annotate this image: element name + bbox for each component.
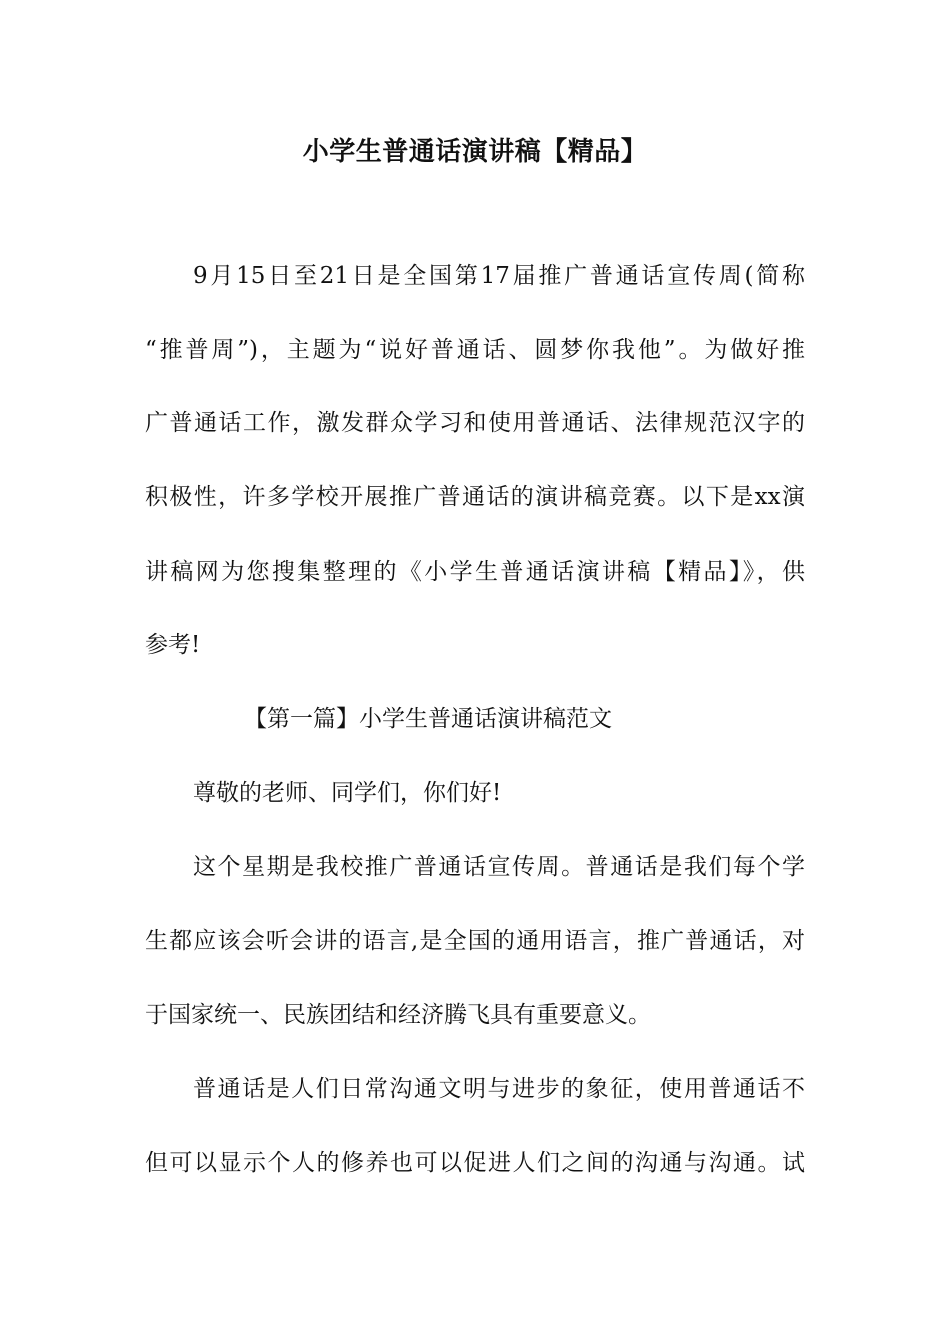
section-heading: 【第一篇】小学生普通话演讲稿范文 (244, 706, 612, 732)
paragraph1-line-3: 于国家统一、民族团结和经济腾飞具有重要意义。 (145, 1002, 651, 1028)
intro-line-1: 9月15日至21日是全国第17届推广普通话宣传周(简称 (193, 263, 805, 289)
greeting-line: 尊敬的老师、同学们，你们好! (193, 780, 502, 806)
paragraph2-line-1: 普通话是人们日常沟通文明与进步的象征，使用普通话不 (193, 1076, 805, 1102)
paragraph2-line-2: 但可以显示个人的修养也可以促进人们之间的沟通与沟通。试 (145, 1150, 805, 1176)
intro-line-2: “推普周”)，主题为“说好普通话、圆梦你我他”。为做好推 (145, 337, 805, 363)
intro-line-5: 讲稿网为您搜集整理的《小学生普通话演讲稿【精品】》，供 (145, 559, 805, 585)
intro-line-4: 积极性，许多学校开展推广普通话的演讲稿竞赛。以下是xx演 (145, 484, 805, 510)
document-title: 小学生普通话演讲稿【精品】 (302, 137, 648, 167)
paragraph1-line-1: 这个星期是我校推广普通话宣传周。普通话是我们每个学 (193, 854, 805, 880)
paragraph1-line-2: 生都应该会听会讲的语言,是全国的通用语言，推广普通话，对 (145, 928, 805, 954)
intro-line-3: 广普通话工作，激发群众学习和使用普通话、法律规范汉字的 (145, 410, 805, 436)
intro-line-6: 参考! (145, 632, 201, 658)
